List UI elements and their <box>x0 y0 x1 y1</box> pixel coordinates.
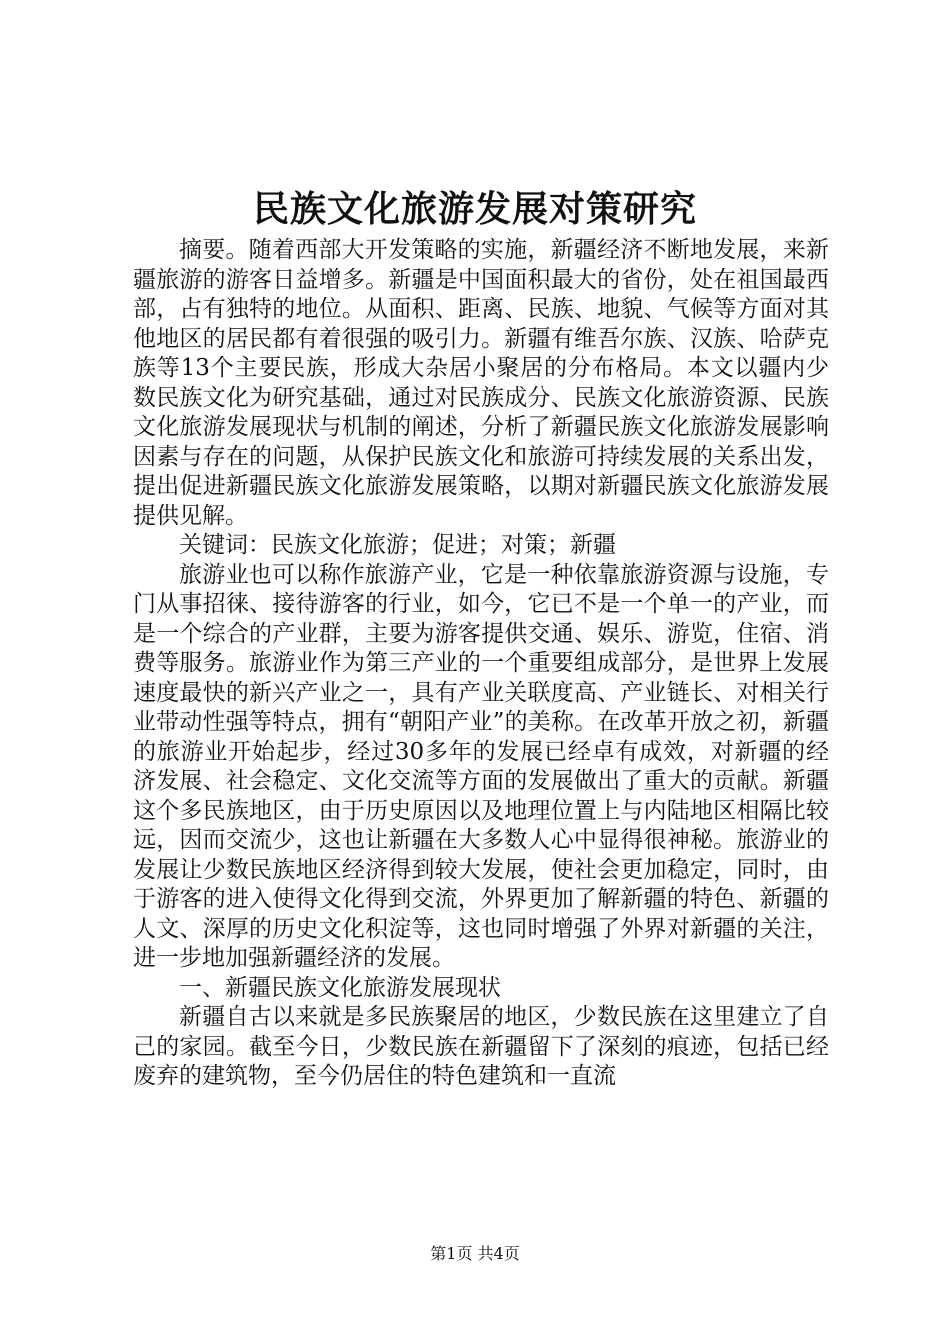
abstract-paragraph: 摘要。随着西部大开发策略的实施，新疆经济不断地发展，来新疆旅游的游客日益增多。新疆是中国面积最大的省份，处在祖国最西部，占有独特的地位。从面积、距离、民族、地貌、气候等方面对其他地区的居民都有着很强的吸引力。新疆有维吾尔族、汉族、哈萨克族等13个主要民族，形成大杂居小聚居的分布格局。本文以疆内少数民族文化为研究基础，通过对民族成分、民族文化旅游资源、民族文化旅游发展现状与机制的阐述，分析了新疆民族文化旅游发展影响因素与存在的问题，从保护民族文化和旅游可持续发展的关系出发，提出促进新疆民族文化旅游发展策略，以期对新疆民族文化旅游发展提供见解。 <box>133 237 829 529</box>
section-paragraph: 新疆自古以来就是多民族聚居的地区，少数民族在这里建立了自己的家园。截至今日，少数民族在新疆留下了深刻的痕迹，包括已经废弃的建筑物，至今仍居住的特色建筑和一直流 <box>133 1004 829 1089</box>
intro-paragraph: 旅游业也可以称作旅游产业，它是一种依靠旅游资源与设施，专门从事招徕、接待游客的行业，如今，它已不是一个单一的产业，而是一个综合的产业群，主要为游客提供交通、娱乐、游览，住宿、消费等服务。旅游业作为第三产业的一个重要组成部分，是世界上发展速度最快的新兴产业之一，具有产业关联度高、产业链长、对相关行业带动性强等特点，拥有“朝阳产业”的美称。在改革开放之初，新疆的旅游业开始起步，经过30多年的发展已经卓有成效，对新疆的经济发展、社会稳定、文化交流等方面的发展做出了重大的贡献。新疆这个多民族地区，由于历史原因以及地理位置上与内陆地区相隔比较远，因而交流少，这也让新疆在大多数人心中显得很神秘。旅游业的发展让少数民族地区经济得到较大发展，使社会更加稳定，同时，由于游客的进入使得文化得到交流，外界更加了解新疆的特色、新疆的人文、深厚的历史文化积淀等，这也同时增强了外界对新疆的关注，进一步地加强新疆经济的发展。 <box>133 561 829 971</box>
keywords-paragraph: 关键词：民族文化旅游；促进；对策；新疆 <box>179 532 616 558</box>
section-heading: 一、新疆民族文化旅游发展现状 <box>179 974 501 1001</box>
document-body <box>133 236 829 1092</box>
page-footer: 第1页 共4页 <box>430 1244 520 1263</box>
document-title: 民族文化旅游发展对策研究 <box>252 188 697 230</box>
